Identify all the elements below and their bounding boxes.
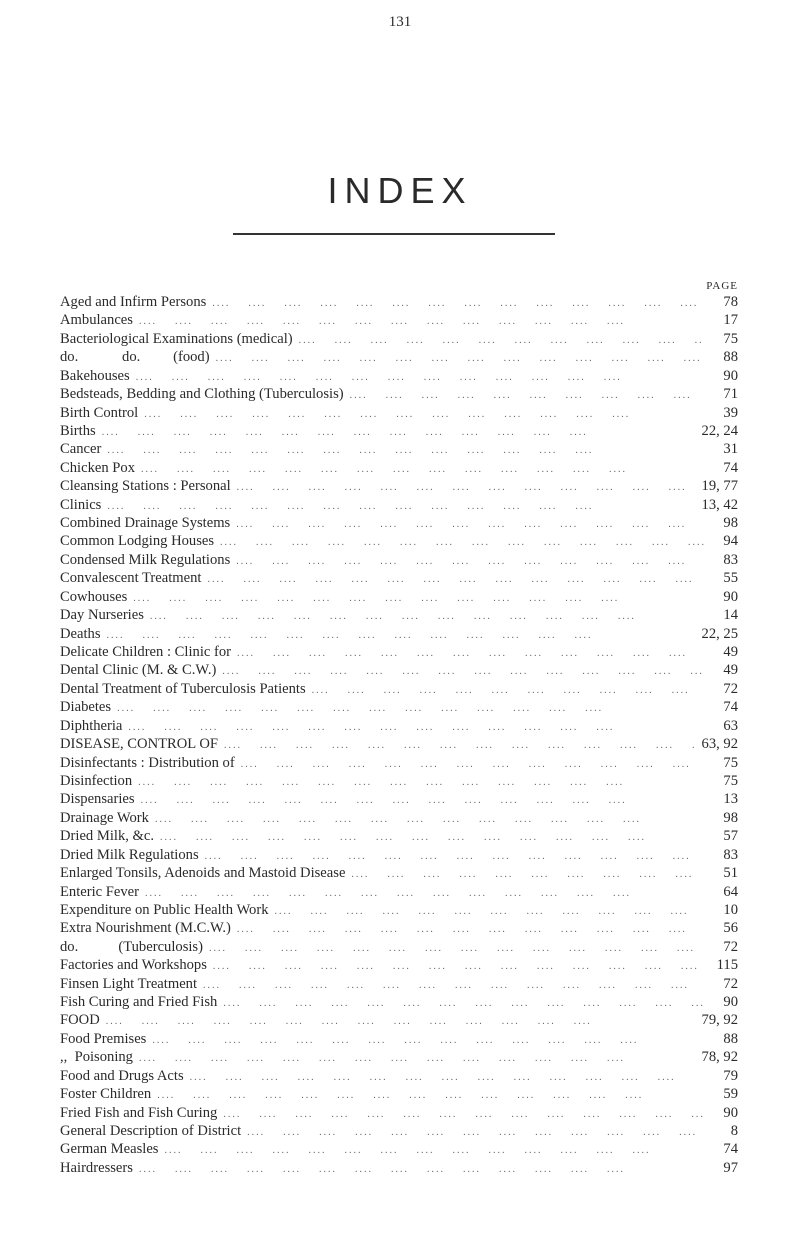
entry-term: Common Lodging Houses (60, 533, 215, 550)
index-entry (60, 532, 738, 550)
entry-pages: 90 (723, 1104, 738, 1121)
entry-pages: 75 (723, 754, 738, 771)
dot-leader (190, 1069, 704, 1087)
dot-leader (212, 295, 704, 313)
index-entry (60, 551, 738, 569)
dot-leader (299, 332, 704, 350)
index-entry (60, 1085, 738, 1103)
entry-pages: 19, 77 (701, 478, 738, 495)
entry-pages: 88 (723, 349, 738, 366)
index-entry (60, 1140, 738, 1158)
entry-term: Ambulances (60, 312, 133, 329)
entry-pages: 13, 42 (701, 496, 738, 513)
dot-leader (236, 516, 704, 534)
index-entry (60, 496, 738, 514)
entry-pages: 64 (723, 883, 738, 900)
index-entry (60, 827, 738, 845)
entry-term: Delicate Children : Clinic for (60, 644, 232, 661)
entry-pages: 72 (723, 680, 738, 697)
entry-pages: 49 (723, 662, 738, 679)
index-entry (60, 993, 738, 1011)
dot-leader (207, 571, 704, 589)
dot-leader (237, 645, 704, 663)
index-entry (60, 459, 738, 477)
index-entry (60, 606, 738, 624)
entry-pages: 75 (723, 772, 738, 789)
dot-leader (155, 811, 704, 829)
index-entry (60, 717, 738, 735)
dot-leader (152, 1032, 704, 1050)
entry-term: do. (Tuberculosis) (60, 938, 203, 955)
entry-pages: 39 (723, 404, 738, 421)
entry-term: Aged and Infirm Persons (60, 294, 207, 310)
entry-pages: 90 (723, 367, 738, 384)
entry-term: Day Nurseries (60, 607, 144, 624)
index-entry (60, 348, 738, 366)
entry-pages: 56 (723, 920, 738, 937)
entry-term: Diabetes (60, 699, 112, 716)
entry-term: Convalescent Treatment (60, 570, 202, 587)
entry-term: ,, Poisoning (60, 1049, 133, 1066)
entry-pages: 74 (723, 459, 738, 476)
entry-pages: 22, 25 (701, 625, 738, 642)
entry-pages: 10 (723, 901, 738, 918)
entry-pages: 75 (723, 330, 738, 347)
entry-pages: 78, 92 (701, 1049, 738, 1066)
dot-leader (160, 829, 704, 847)
index-entry (60, 1104, 738, 1122)
index-entry (60, 588, 738, 606)
index-entry (60, 901, 738, 919)
entry-term: Dried Milk Regulations (60, 846, 199, 863)
entry-term: Dried Milk, &c. (60, 828, 155, 845)
dot-leader (133, 590, 704, 608)
index-entry (60, 385, 738, 403)
index-entry (60, 680, 738, 698)
entry-pages: 83 (723, 846, 738, 863)
entry-pages: 51 (723, 865, 738, 882)
entry-term: Enteric Fever (60, 883, 140, 900)
entry-term: Dispensaries (60, 791, 135, 808)
entry-term: Birth Control (60, 404, 139, 421)
dot-leader (150, 608, 704, 626)
dot-leader (117, 700, 704, 718)
entry-term: Food and Drugs Acts (60, 1067, 184, 1084)
dot-leader (223, 1106, 704, 1124)
entry-term: Clinics (60, 496, 102, 513)
entry-pages: 83 (723, 551, 738, 568)
entry-term: Expenditure on Public Health Work (60, 901, 269, 918)
entry-term: Hairdressers (60, 1159, 133, 1176)
dot-leader (247, 1124, 704, 1142)
index-entry (60, 293, 738, 311)
dot-leader (141, 792, 704, 810)
entry-term: Chicken Pox (60, 459, 135, 476)
entry-term: General Description of District (60, 1122, 242, 1139)
entry-term: Fish Curing and Fried Fish (60, 994, 218, 1011)
entry-term: Bacteriological Examinations (medical) (60, 330, 293, 347)
entry-pages: 57 (723, 828, 738, 845)
index-entries (60, 293, 738, 1177)
index-entry (60, 735, 738, 753)
entry-pages: 63, 92 (701, 736, 738, 753)
index-entry (60, 1048, 738, 1066)
entry-term: Combined Drainage Systems (60, 515, 231, 532)
entry-term: Fried Fish and Fish Curing (60, 1104, 218, 1121)
dot-leader (139, 1161, 704, 1179)
entry-term: do. do. (food) (60, 349, 210, 366)
index-entry (60, 754, 738, 772)
entry-term: Births (60, 422, 96, 439)
entry-pages: 49 (723, 644, 738, 661)
entry-pages: 97 (723, 1159, 738, 1176)
index-entry (60, 772, 738, 790)
dot-leader (224, 737, 696, 755)
entry-term: FOOD (60, 1012, 100, 1029)
dot-leader (209, 940, 704, 958)
entry-term: Condensed Milk Regulations (60, 551, 231, 568)
entry-term: Cowhouses (60, 588, 128, 605)
entry-pages: 72 (723, 975, 738, 992)
index-entry (60, 1159, 738, 1177)
entry-pages: 31 (723, 441, 738, 458)
index-entry (60, 330, 738, 348)
entry-pages: 78 (723, 294, 738, 310)
dot-leader (144, 406, 704, 424)
entry-pages: 79, 92 (701, 1012, 738, 1029)
dot-leader (237, 921, 704, 939)
index-entry (60, 1122, 738, 1140)
index-entry (60, 790, 738, 808)
entry-pages: 71 (723, 386, 738, 403)
index-entry (60, 625, 738, 643)
entry-term: Food Premises (60, 1030, 147, 1047)
index-entry (60, 919, 738, 937)
entry-term: Diphtheria (60, 717, 123, 734)
index-entry (60, 514, 738, 532)
entry-term: Disinfection (60, 772, 133, 789)
heading-rule (233, 233, 555, 235)
index-entry (60, 440, 738, 458)
entry-pages: 13 (723, 791, 738, 808)
index-entry (60, 1011, 738, 1029)
dot-leader (164, 1142, 704, 1160)
entry-term: Finsen Light Treatment (60, 975, 198, 992)
index-entry (60, 311, 738, 329)
index-entry (60, 643, 738, 661)
entry-pages: 98 (723, 809, 738, 826)
dot-leader (275, 903, 704, 921)
dot-leader (216, 350, 704, 368)
entry-pages: 14 (723, 607, 738, 624)
index-entry (60, 975, 738, 993)
index-entry (60, 1030, 738, 1048)
dot-leader (312, 682, 704, 700)
entry-pages: 94 (723, 533, 738, 550)
entry-term: Dental Treatment of Tuberculosis Patients (60, 680, 306, 697)
index-entry (60, 569, 738, 587)
entry-pages: 59 (723, 1086, 738, 1103)
page-number: 131 (388, 14, 412, 30)
dot-leader (223, 995, 704, 1013)
index-entry (60, 864, 738, 882)
index-entry (60, 846, 738, 864)
entry-term: Deaths (60, 625, 101, 642)
entry-term: Extra Nourishment (M.C.W.) (60, 920, 231, 937)
index-entry (60, 661, 738, 679)
index-entry (60, 956, 738, 974)
dot-leader (139, 1050, 696, 1068)
entry-pages: 17 (723, 312, 738, 329)
dot-leader (237, 479, 696, 497)
dot-leader (220, 534, 704, 552)
dot-leader (107, 442, 704, 460)
index-entry (60, 422, 738, 440)
dot-leader (350, 387, 704, 405)
index-entry (60, 1067, 738, 1085)
index-entry (60, 809, 738, 827)
dot-leader (241, 756, 704, 774)
dot-leader (351, 866, 704, 884)
entry-pages: 55 (723, 570, 738, 587)
entry-pages: 90 (723, 994, 738, 1011)
entry-pages: 63 (723, 717, 738, 734)
dot-leader (157, 1087, 704, 1105)
dot-leader (203, 977, 704, 995)
page-column-header: PAGE (706, 280, 738, 292)
entry-term: DISEASE, CONTROL OF (60, 736, 218, 753)
entry-pages: 88 (723, 1030, 738, 1047)
index-entry (60, 698, 738, 716)
entry-term: Bedsteads, Bedding and Clothing (Tuberculosis) (60, 386, 344, 403)
entry-pages: 22, 24 (701, 422, 738, 439)
entry-term: Cancer (60, 441, 102, 458)
index-entry (60, 938, 738, 956)
entry-pages: 8 (730, 1122, 738, 1139)
index-heading: INDEX (327, 170, 473, 211)
entry-term: Disinfectants : Distribution of (60, 754, 235, 771)
index-entry (60, 367, 738, 385)
entry-term: Dental Clinic (M. & C.W.) (60, 662, 217, 679)
entry-term: Bakehouses (60, 367, 130, 384)
entry-pages: 90 (723, 588, 738, 605)
entry-term: Foster Children (60, 1086, 152, 1103)
entry-term: Drainage Work (60, 809, 149, 826)
entry-term: Factories and Workshops (60, 957, 207, 974)
dot-leader (106, 1013, 696, 1031)
entry-pages: 74 (723, 699, 738, 716)
entry-pages: 74 (723, 1141, 738, 1158)
entry-pages: 79 (723, 1067, 738, 1084)
dot-leader (138, 774, 704, 792)
dot-leader (236, 553, 704, 571)
index-entry (60, 404, 738, 422)
entry-pages: 98 (723, 515, 738, 532)
entry-term: Cleansing Stations : Personal (60, 478, 231, 495)
index-entry (60, 883, 738, 901)
entry-term: German Measles (60, 1141, 159, 1158)
index-entry (60, 477, 738, 495)
dot-leader (102, 424, 696, 442)
entry-pages: 115 (716, 957, 738, 974)
entry-pages: 72 (723, 938, 738, 955)
dot-leader (213, 958, 704, 976)
entry-term: Enlarged Tonsils, Adenoids and Mastoid Disease (60, 865, 346, 882)
